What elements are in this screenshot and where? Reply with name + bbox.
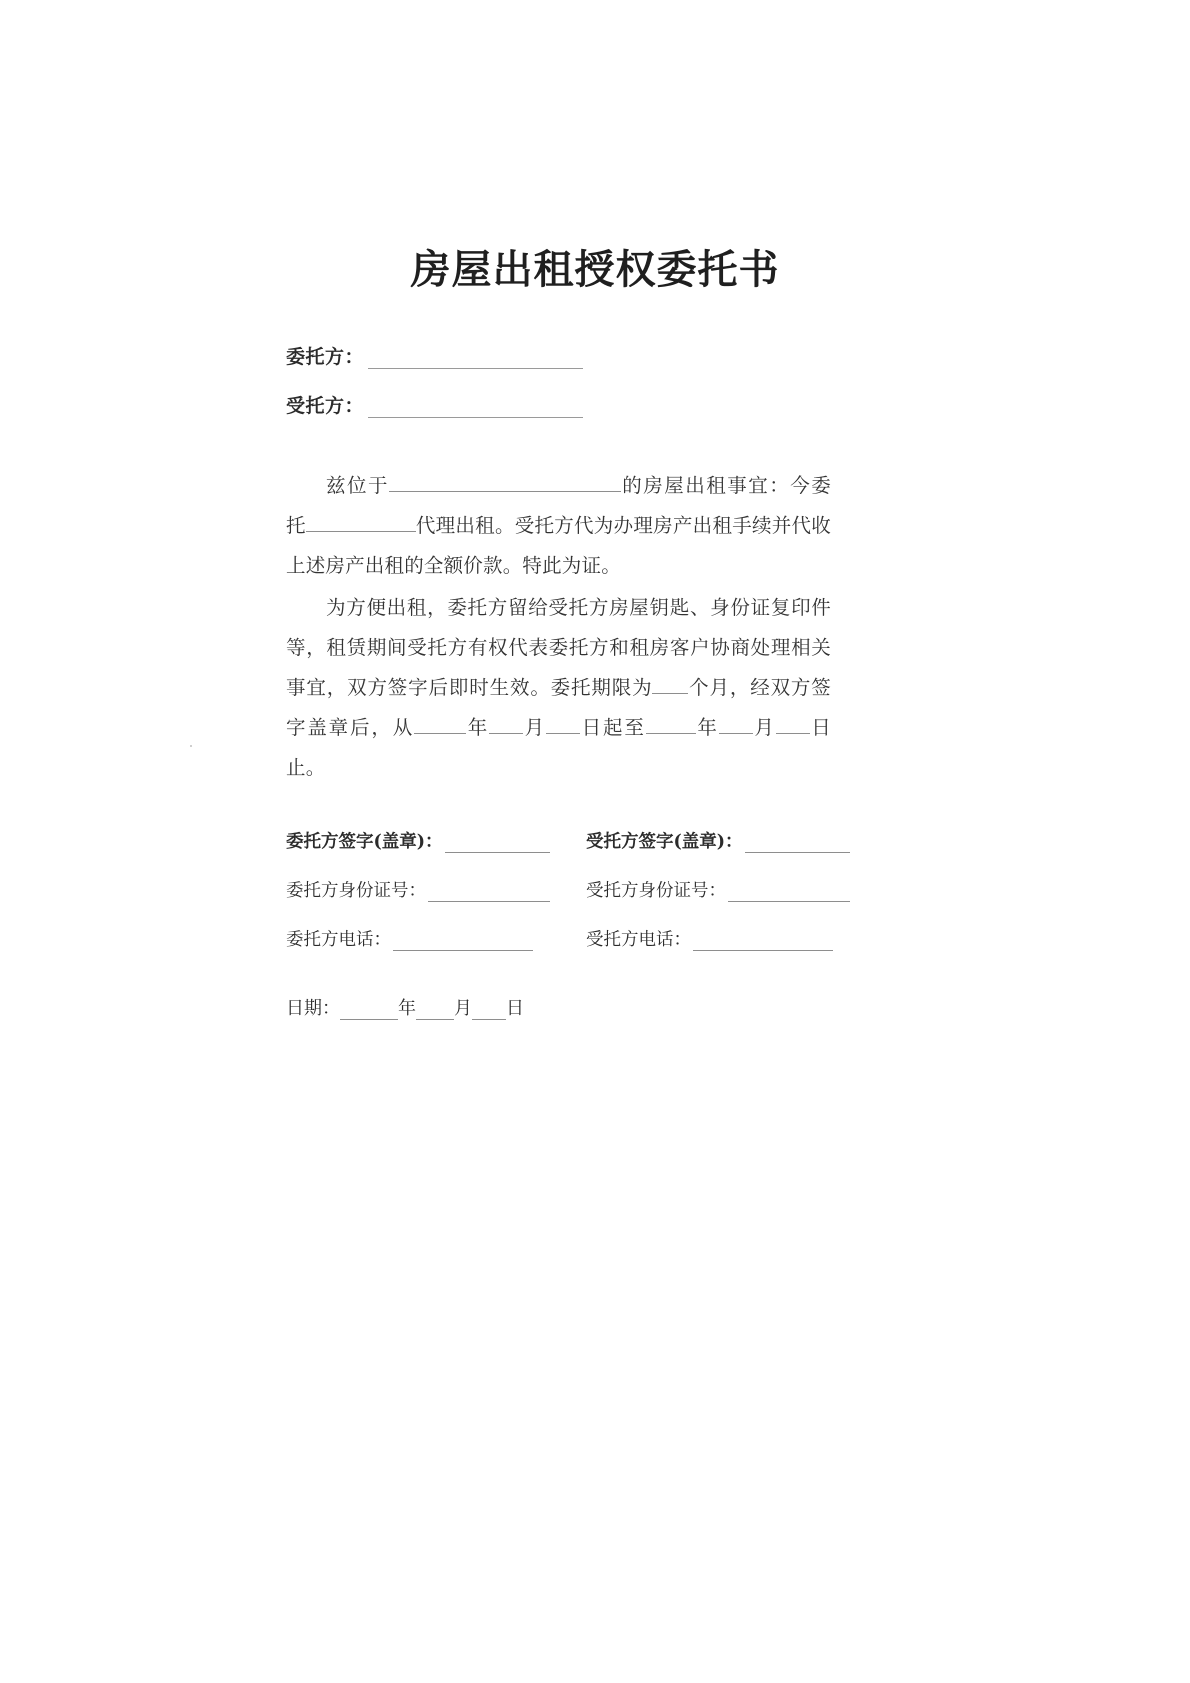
scan-speck [190,745,192,747]
party-row-principal [286,342,906,369]
principal-phone-input[interactable] [393,935,533,951]
trustee-signature-row [586,828,886,853]
party-row-trustee [286,391,906,418]
paragraph-two [286,588,831,788]
term-months-blank[interactable] [652,676,688,694]
party-fields [286,342,906,440]
trustee-phone-input[interactable] [693,935,833,951]
p2-segment-2: 个月，经双方签字盖章后，从 [286,676,831,739]
trustee-phone-label: 受托方电话： [586,930,691,950]
principal-phone-label: 委托方电话： [286,930,391,950]
trustee-id-label: 受托方身份证号： [586,881,726,901]
principal-id-row [286,877,586,902]
party-input-trustee[interactable] [368,400,583,418]
document-body [286,466,831,790]
p2-segment-1: 为方便出租，委托方留给受托方房屋钥匙、身份证复印件等，租赁期间受托方有权代表委托方和租房客户协商处理相关事宜，双方签字后即时生效。委托期限为 [286,596,831,699]
signature-column-principal [286,828,586,975]
page-title: 房屋出租授权委托书 [410,246,780,293]
trustee-signature-input[interactable] [745,837,850,853]
p2-segment-3: 年 [466,716,490,739]
end-day-blank[interactable] [776,716,810,734]
agent-name-blank[interactable] [306,514,416,532]
principal-id-input[interactable] [428,886,550,902]
start-day-blank[interactable] [546,716,580,734]
p2-segment-6: 年 [695,716,719,739]
p2-segment-7: 月 [752,716,776,739]
signature-column-trustee [586,828,886,975]
end-year-blank[interactable] [646,716,696,734]
date-year-blank[interactable] [340,1002,398,1020]
date-month-blank[interactable] [416,1002,454,1020]
principal-signature-input[interactable] [445,837,550,853]
party-label-principal: 委托方： [286,346,365,368]
paragraph-one [286,466,831,586]
start-year-blank[interactable] [414,716,466,734]
date-day-blank[interactable] [472,1002,506,1020]
date-year-unit: 年 [398,998,416,1019]
principal-id-label: 委托方身份证号： [286,881,426,901]
start-month-blank[interactable] [489,716,523,734]
trustee-id-row [586,877,886,902]
p2-segment-4: 月 [523,716,547,739]
party-input-principal[interactable] [368,351,583,369]
address-blank[interactable] [389,474,621,492]
date-label: 日期： [286,998,340,1019]
party-label-trustee: 受托方： [286,395,365,417]
trustee-phone-row [586,926,886,951]
p1-segment-3: 代理出租。受托方代为办理房产出租手续并代收上述房产出租的全额价款。特此为证。 [286,514,832,577]
trustee-id-input[interactable] [728,886,850,902]
p1-segment-2: 的房屋出租事宜：今委托 [286,474,831,537]
principal-signature-label: 委托方签字(盖章)： [286,832,443,852]
date-line [286,994,524,1020]
p2-segment-5: 日起至 [580,716,646,739]
end-month-blank[interactable] [719,716,753,734]
trustee-signature-label: 受托方签字(盖章)： [586,832,743,852]
principal-phone-row [286,926,586,951]
date-month-unit: 月 [454,998,472,1019]
p2-segment-8: 日止。 [286,716,831,779]
date-day-unit: 日 [506,998,524,1019]
p1-segment-1: 兹位于 [326,474,389,497]
principal-signature-row [286,828,586,853]
signature-block [286,828,906,975]
